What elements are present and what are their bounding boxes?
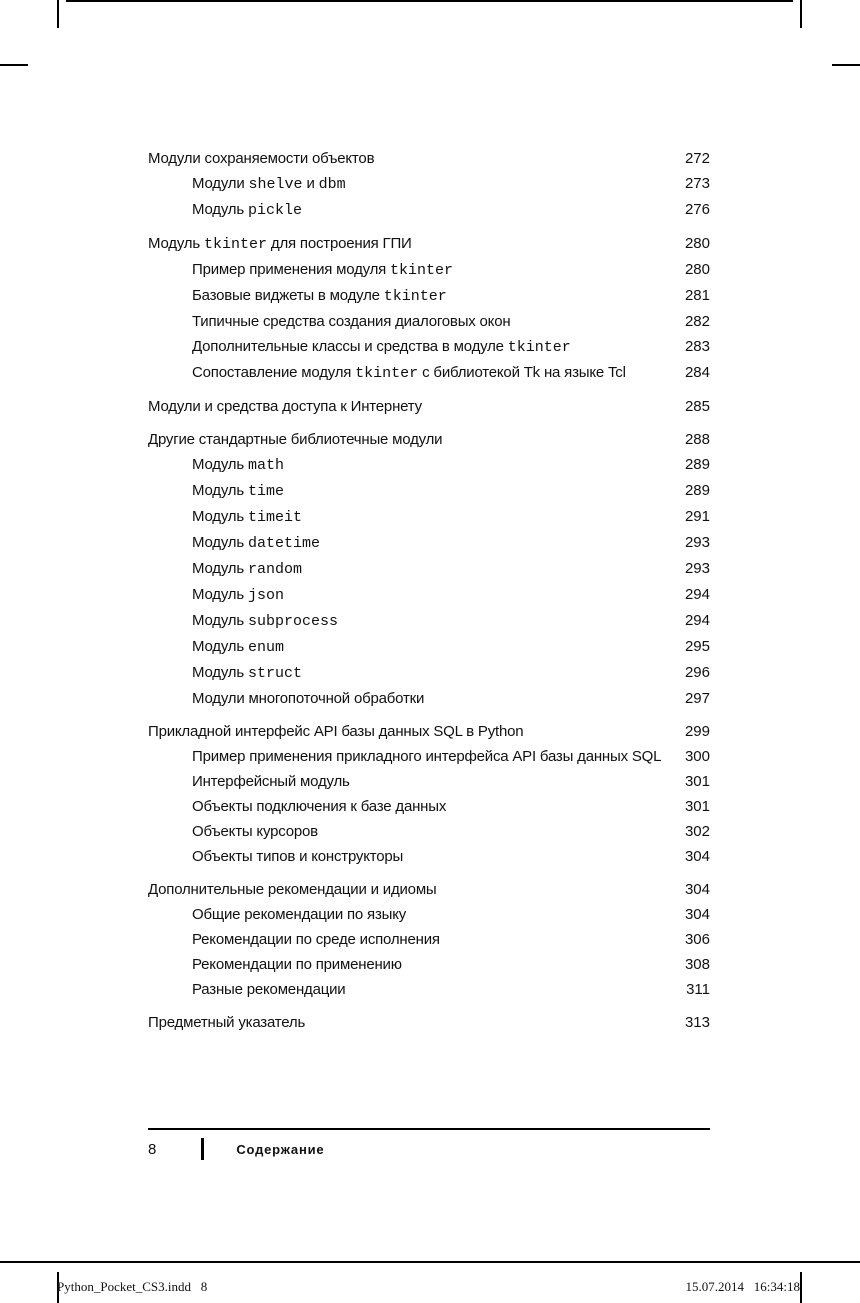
toc-entry [148,844,710,869]
toc-code-term: pickle [247,202,302,219]
toc-entry [148,660,710,686]
toc-entry-title [192,927,440,952]
toc-entry-title [148,427,442,452]
toc-entry-page: 289 [684,456,710,473]
toc-entry [148,257,710,283]
toc-entry-title [192,530,320,556]
toc-code-term: dbm [318,176,346,193]
toc-entry-title [192,171,346,197]
toc-entry [148,977,710,1002]
toc-entry-title [192,504,302,530]
toc-code-term: enum [247,639,284,656]
toc-text: Объекты курсоров [192,823,318,840]
toc-entry-page: 302 [684,823,710,840]
toc-entry-title [192,608,338,634]
toc-entry [148,360,710,386]
toc-entry-title [192,977,345,1002]
toc-entry-page: 289 [684,482,710,499]
toc-text: Модули многопоточной обработки [192,690,425,707]
toc-code-term: random [247,561,302,578]
toc-entry-page: 280 [684,235,710,252]
toc-entry-title [192,452,284,478]
toc-entry-page: 311 [686,981,710,998]
toc-code-term: struct [247,665,302,682]
toc-entry [148,231,710,257]
toc-entry [148,283,710,309]
toc-text: Модуль [192,456,248,473]
toc-entry-page: 280 [684,261,710,278]
toc-code-term: tkinter [390,262,454,279]
toc-entry-page: 308 [684,956,710,973]
toc-text: Типичные средства создания диалоговых окон [192,313,511,330]
toc-entry-title [192,844,403,869]
toc-entry-page: 295 [684,638,710,655]
toc-entry-title [148,394,422,419]
toc-code-term: math [247,457,284,474]
toc-text: Модули и средства доступа к Интернету [148,398,422,415]
toc-entry-title [192,309,510,334]
crop-mark-top-right-horizontal [832,64,860,66]
toc-text: Модуль [192,664,248,681]
toc-text: Пример применения прикладного интерфейса API базы данных SQL [192,748,662,765]
toc-text: Модуль [192,534,248,551]
toc-entry-title [192,952,402,977]
toc-entry [148,719,710,744]
toc-entry [148,744,710,769]
toc-entry [148,1010,710,1035]
toc-code-term: tkinter [355,365,419,382]
crop-mark-bottom-edge [0,1261,860,1263]
toc-entry [148,309,710,334]
toc-entry [148,530,710,556]
toc-entry-title [148,719,523,744]
toc-entry [148,478,710,504]
toc-code-term: time [247,483,284,500]
page-footer [148,1137,710,1161]
toc-entry-page: 304 [684,881,710,898]
toc-entry-title [192,257,453,283]
toc-entry [148,427,710,452]
toc-text: Другие стандартные библиотечные модули [148,431,443,448]
toc-entry-title [192,769,350,794]
toc-entry [148,171,710,197]
toc-entry-page: 273 [684,175,710,192]
toc-text: Модуль [192,201,248,218]
toc-entry-title [192,819,318,844]
toc-entry [148,952,710,977]
toc-entry-page: 304 [684,906,710,923]
toc-code-term: tkinter [507,339,571,356]
toc-text: Объекты типов и конструкторы [192,848,404,865]
toc-text: для построения ГПИ [266,235,412,252]
toc-entry-title [192,902,406,927]
toc-entry [148,146,710,171]
print-slug [57,1279,800,1295]
crop-mark-top-right-vertical [800,0,802,28]
toc-entry-title [192,660,302,686]
toc-text: и [302,175,319,192]
toc-entry [148,634,710,660]
toc-entry-title [192,283,447,309]
toc-entry-title [148,231,412,257]
toc-entry [148,504,710,530]
toc-text: с библиотекой Tk на языке Tcl [418,364,626,381]
toc-entry [148,877,710,902]
toc-entry [148,452,710,478]
toc-entry-page: 283 [684,338,710,355]
toc-code-term: tkinter [383,288,447,305]
toc-code-term: shelve [248,176,303,193]
toc-text: Дополнительные классы и средства в модуле [192,338,508,355]
toc-entry-page: 299 [684,723,710,740]
toc-entry-page: 313 [684,1014,710,1031]
toc-entry-page: 293 [684,534,710,551]
toc-code-term: timeit [247,509,302,526]
toc-entry [148,769,710,794]
toc-text: Сопоставление модуля [192,364,356,381]
toc-code-term: subprocess [247,613,338,630]
toc-entry-title [192,686,424,711]
toc-entry-page: 282 [684,313,710,330]
toc-entry-title [192,744,661,769]
toc-entry-title [192,582,284,608]
toc-entry-page: 296 [684,664,710,681]
toc-text: Интерфейсный модуль [192,773,350,790]
toc-text: Модули сохраняемости объектов [148,150,375,167]
toc-entry [148,582,710,608]
toc-entry-title [148,877,437,902]
toc-text: Дополнительные рекомендации и идиомы [148,881,437,898]
toc-entry [148,794,710,819]
toc-entry-page: 293 [684,560,710,577]
toc-text: Прикладной интерфейс API базы данных SQL в Python [148,723,524,740]
toc-entry-title [192,634,284,660]
toc-text: Объекты подключения к базе данных [192,798,447,815]
toc-entry-page: 281 [684,287,710,304]
toc-entry [148,197,710,223]
toc-entry-page: 291 [684,508,710,525]
toc-entry-title [192,556,302,582]
toc-entry-title [148,1010,305,1035]
toc-entry-page: 276 [684,201,710,218]
slug-datetime: 15.07.2014 16:34:18 [685,1279,800,1294]
toc-text: Модуль [192,638,248,655]
toc-text: Разные рекомендации [192,981,346,998]
toc-text: Предметный указатель [148,1014,306,1031]
toc-entry [148,686,710,711]
footer-divider [201,1138,204,1160]
toc-entry-title [192,478,284,504]
toc-entry-page: 294 [684,586,710,603]
toc-code-term: tkinter [203,236,267,253]
toc-entry-page: 284 [684,364,710,381]
toc-text: Модуль [192,508,248,525]
toc-entry-page: 300 [684,748,710,765]
toc-text: Рекомендации по применению [192,956,402,973]
toc-entry-title [148,146,374,171]
toc-entry [148,927,710,952]
toc-entry-page: 288 [684,431,710,448]
toc-entry [148,394,710,419]
slug-filename: Python_Pocket_CS3.indd 8 [57,1279,208,1294]
toc-entry-page: 294 [684,612,710,629]
toc-text: Пример применения модуля [192,261,391,278]
toc-text: Модуль [192,612,248,629]
toc-text: Модуль [192,560,248,577]
toc-entry [148,902,710,927]
toc-entry-title [192,334,571,360]
toc-entry-page: 306 [684,931,710,948]
toc-list [148,146,710,1035]
crop-mark-bottom-right-vertical [800,1272,802,1303]
footer-section-title: Содержание [236,1141,325,1157]
toc-entry-title [192,197,302,223]
toc-text: Базовые виджеты в модуле [192,287,384,304]
crop-mark-top-left-horizontal [0,64,28,66]
toc-entry-title [192,794,446,819]
toc-text: Модуль [148,235,204,252]
toc-entry [148,608,710,634]
toc-entry [148,334,710,360]
toc-entry-page: 297 [684,690,710,707]
toc-entry-page: 304 [684,848,710,865]
toc-entry-page: 272 [684,150,710,167]
toc-entry-page: 301 [684,798,710,815]
toc-entry-page: 301 [684,773,710,790]
toc-entry [148,819,710,844]
toc-entry [148,556,710,582]
toc-code-term: datetime [247,535,320,552]
toc-text: Модуль [192,482,248,499]
toc-entry-page: 285 [684,398,710,415]
toc-code-term: json [247,587,284,604]
toc-text: Модули [192,175,249,192]
footer-rule [148,1128,710,1130]
crop-mark-top-left-vertical [57,0,59,28]
toc-text: Модуль [192,586,248,603]
folio-page-number: 8 [148,1140,157,1158]
toc-text: Общие рекомендации по языку [192,906,407,923]
toc-entry-title [192,360,626,386]
crop-mark-top-edge [66,0,793,2]
toc-text: Рекомендации по среде исполнения [192,931,440,948]
